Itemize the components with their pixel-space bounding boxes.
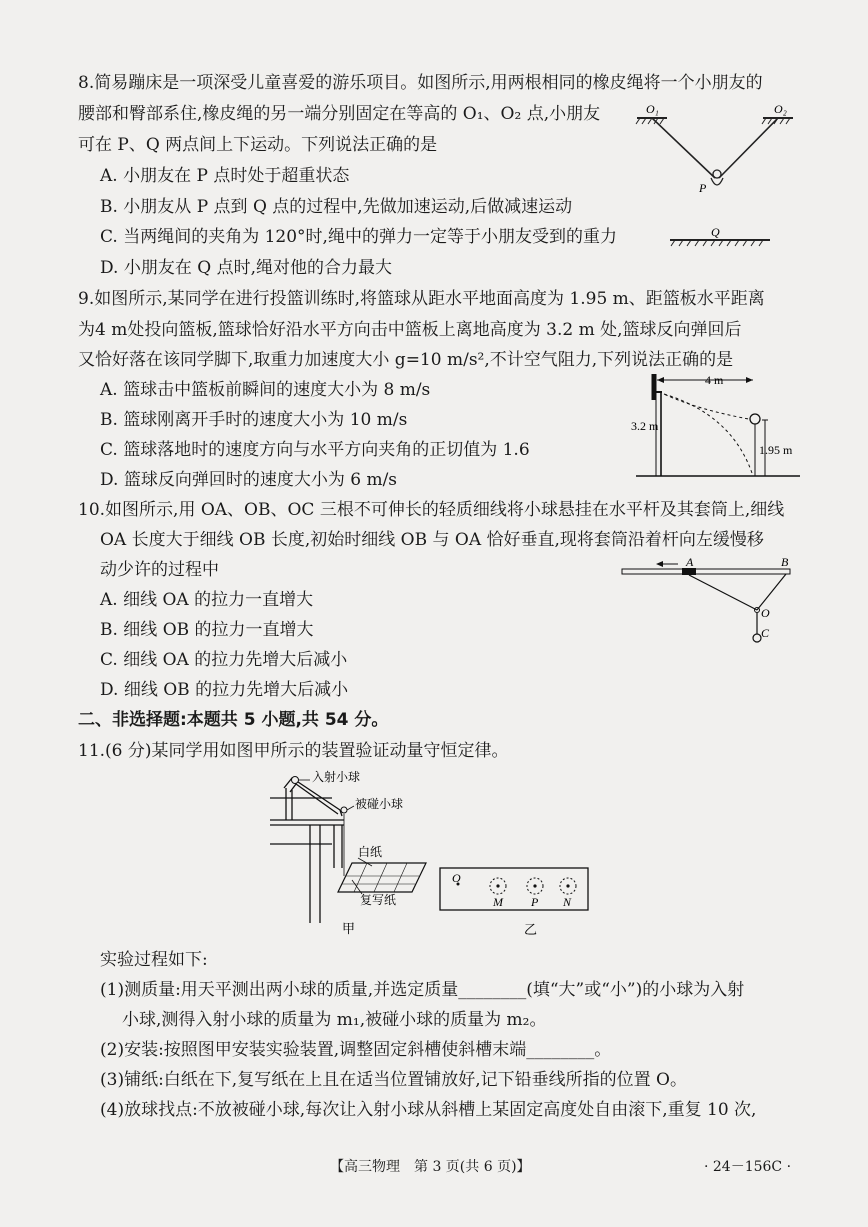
q11-title: 11.(6 分)某同学用如图甲所示的装置验证动量守恒定律。 (78, 741, 509, 761)
q10-line-3: 动少许的过程中 (100, 560, 219, 580)
label-p: P (699, 181, 707, 195)
q11-process: 实验过程如下: (100, 950, 208, 970)
label-target-ball: 被碰小球 (355, 797, 404, 811)
footer-page-info: 【高三物理 第 3 页(共 6 页)】 (330, 1159, 531, 1175)
q11-step-3: (3)铺纸:白纸在下,复写纸在上且在适当位置铺放好,记下铅垂线所指的位置 O。 (100, 1070, 687, 1090)
label-3-2m: 3.2 m (631, 419, 659, 433)
label-jia: 甲 (342, 921, 356, 936)
q8-line-3: 可在 P、Q 两点间上下运动。下列说法正确的是 (78, 135, 438, 155)
label-m-point: M (493, 895, 503, 909)
label-o: O (761, 606, 770, 620)
q11-landing-figure-yi (438, 862, 593, 940)
q8-option-a: A. 小朋友在 P 点时处于超重状态 (100, 166, 350, 186)
q10-option-d: D. 细线 OB 的拉力先增大后减小 (100, 680, 349, 700)
label-b: B (781, 555, 789, 569)
q11-step-4: (4)放球找点:不放被碰小球,每次让入射小球从斜槽上某固定高度处自由滚下,重复 10 次, (100, 1100, 757, 1120)
label-p-point: P (531, 895, 539, 909)
label-o-point: O (452, 871, 461, 885)
q8-line-2: 腰部和臀部系住,橡皮绳的另一端分别固定在等高的 O₁、O₂ 点,小朋友 (78, 104, 601, 124)
q10-line-1: 10.如图所示,用 OA、OB、OC 三根不可伸长的轻质细线将小球悬挂在水平杆及其套筒上,细线 (78, 500, 785, 520)
q9-line-3: 又恰好落在该同学脚下,取重力加速度大小 g=10 m/s²,不计空气阻力,下列说法正确的是 (78, 350, 734, 370)
q10-line-2: OA 长度大于细线 OB 长度,初始时细线 OB 与 OA 恰好垂直,现将套筒沿着杆向左缓慢移 (100, 530, 764, 550)
q8-line-1: 8.简易蹦床是一项深受儿童喜爱的游乐项目。如图所示,用两根相同的橡皮绳将一个小朋友的 (78, 73, 763, 93)
q9-option-a: A. 篮球击中篮板前瞬间的速度大小为 8 m/s (100, 380, 431, 400)
label-o1: O₁ (646, 102, 659, 116)
label-a: A (686, 555, 694, 569)
label-q: Q (711, 225, 720, 239)
label-o2: O₂ (774, 102, 787, 116)
label-white-paper: 白纸 (358, 845, 383, 859)
label-yi: 乙 (524, 922, 538, 937)
q11-step-2: (2)安装:按照图甲安装实验装置,调整固定斜槽使斜槽末端________。 (100, 1040, 612, 1060)
q10-option-c: C. 细线 OA 的拉力先增大后减小 (100, 650, 348, 670)
q8-option-d: D. 小朋友在 Q 点时,绳对他的合力最大 (100, 258, 392, 278)
q11-apparatus-figure-jia (262, 768, 437, 938)
section-2-heading: 二、非选择题:本题共 5 小题,共 54 分。 (78, 710, 389, 730)
q10-option-a: A. 细线 OA 的拉力一直增大 (100, 590, 314, 610)
q8-option-b: B. 小朋友从 P 点到 Q 点的过程中,先做加速运动,后做减速运动 (100, 197, 573, 217)
q9-option-b: B. 篮球刚离开手时的速度大小为 10 m/s (100, 410, 408, 430)
q11-step-1b: 小球,测得入射小球的质量为 m₁,被碰小球的质量为 m₂。 (122, 1010, 547, 1030)
q10-string-figure (620, 555, 800, 650)
q9-line-1: 9.如图所示,某同学在进行投篮训练时,将篮球从距水平地面高度为 1.95 m、距篮板水平距离 (78, 289, 765, 309)
label-c: C (761, 626, 770, 640)
q9-option-d: D. 篮球反向弹回时的速度大小为 6 m/s (100, 470, 398, 490)
label-4m: 4 m (705, 373, 724, 387)
q11-step-1a: (1)测质量:用天平测出两小球的质量,并选定质量________(填“大”或“小”)的小球为入射 (100, 980, 745, 1000)
q10-option-b: B. 细线 OB 的拉力一直增大 (100, 620, 314, 640)
q9-option-c: C. 篮球落地时的速度方向与水平方向夹角的正切值为 1.6 (100, 440, 530, 460)
label-n-point: N (563, 895, 572, 909)
q8-option-c: C. 当两绳间的夹角为 120°时,绳中的弹力一定等于小朋友受到的重力 (100, 227, 617, 247)
label-incident-ball: 入射小球 (312, 770, 361, 784)
q8-trampoline-figure (635, 100, 795, 250)
label-1-95m: 1.95 m (759, 443, 793, 457)
label-carbon-paper: 复写纸 (360, 893, 397, 907)
q9-line-2: 为4 m处投向篮板,篮球恰好沿水平方向击中篮板上离地高度为 3.2 m 处,篮球反向弹回后 (78, 320, 742, 340)
footer-code: · 24－156C · (704, 1159, 792, 1175)
q9-basketball-figure (628, 370, 803, 485)
